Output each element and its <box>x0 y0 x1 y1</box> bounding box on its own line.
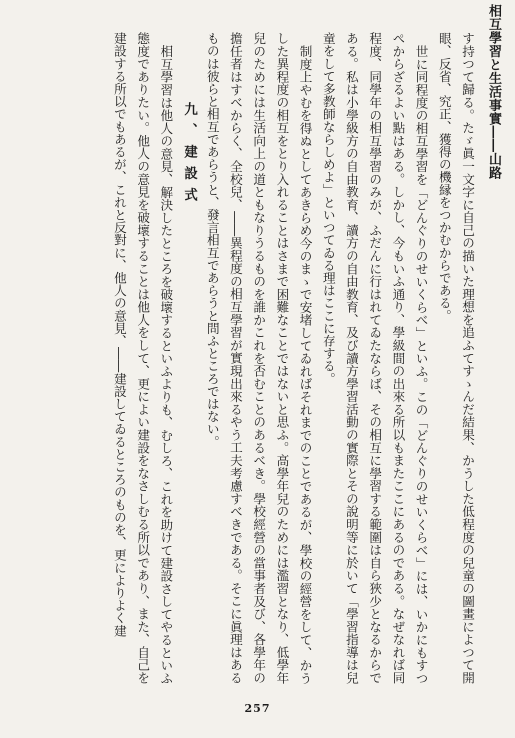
paragraph-1: す持つて歸る。たゞ眞一文字に自己の描いた理想を追ふてすゝんだ結果、かうした低程度の兒童の圖畫によつて開眼、反省、究正、獲得の機縁をつかむからである。 <box>436 32 475 684</box>
running-head-title: 相互學習と生活事實――山路 <box>486 4 501 180</box>
body-text-vertical <box>23 32 479 684</box>
paragraph-3: 制度上やむを得ぬとしてあきらめ今のまゝで安堵してゐればそれまでのことであるが、學校の經營をして、かうした異程度の相互をとり入れることはさまで困難なことではないと思ふ。高學年兒のためには濫習となり、低學年兒のためには生活向上の道ともなりうるものを誰かこれを否むことのあるべき。學校經營の當事者及び、各學年の擔任者はすべからく、全校兒、――異程度の相互學習が實現出來るやう工夫考慮すべきである。そこに眞理はあるものは彼らと相互であらうと、發言相互であらうと問ふところではない。 <box>204 32 313 684</box>
paragraph-2: 世に同程度の相互學習を「どんぐりのせいくらべ」といふ。この「どんぐりのせいくらべ」には、いかにもすつぺからざるよい點はある。しかし、今もいふ通り、學級間の出來る所以もまたここにあるのである。なぜなれば同程度、同學年の相互學習のみが、ふだんに行はれてゐたならば、その相互に學習する範圍は自ら狹少となるからである。私は小學級方の自由教育、讀方の自由教育、及び讀方學習活動の實際とその說明等に於いて「學習指導は兒童をして多教師ならしめよ」といつてゐる理はここに存する。 <box>320 32 429 684</box>
page-number: 257 <box>244 702 271 715</box>
section-heading-kenstsu-shiki: 九、建設式 <box>181 101 198 209</box>
paragraph-4: 相互學習は他人の意見、解決したところを破壞するといふよりも、むしろ、これを助けて建設さしてやるといふ態度でありたい。他人の意見を破壞することは他人をして、更によい建設をなさしむる所以であり、また、自己を建設する所以でもあるが、これと反對に、他人の意見、――建設してゐるところのものを、更によりよく建 <box>111 32 174 684</box>
